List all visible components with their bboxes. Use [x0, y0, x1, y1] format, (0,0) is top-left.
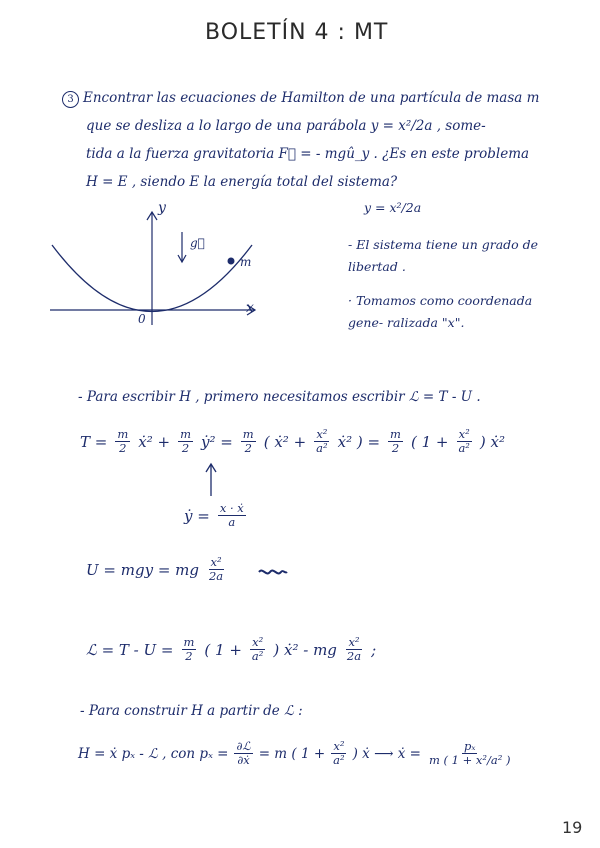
mass-point: [228, 258, 235, 265]
scribble-mark: [258, 566, 288, 578]
potential-energy-equation: U = mgy = mg $\frac{\text{x²}}{2a}$: [86, 555, 224, 583]
note-degrees-of-freedom: - El sistema tiene un grado de libertad .: [348, 237, 539, 274]
up-arrow-icon: [204, 462, 218, 498]
problem-line-2: que se desliza a lo largo de una parábola y = x²/2a , some-: [86, 118, 486, 134]
curve-equation: y = x²/2a: [364, 200, 422, 215]
page-number: 19: [562, 818, 583, 837]
problem-line-4: H = E , siendo E la energía total del sistema?: [86, 174, 398, 190]
origin-label: 0: [138, 312, 146, 326]
step-2-text: - Para construir H a partir de ℒ :: [80, 703, 303, 719]
gravity-label: g⃗: [190, 236, 205, 250]
note-generalized-coordinate: · Tomamos como coordenada gene- ralizada "x".: [348, 293, 533, 330]
y-axis-label: y: [158, 200, 166, 216]
page-title: BOLETÍN 4 : MT: [205, 20, 389, 45]
problem-line-3: tida a la fuerza gravitatoria F⃗ = - mgû_y . ¿Es en este problema: [86, 146, 530, 162]
mass-label: m: [240, 255, 252, 269]
problem-number: 3: [62, 91, 79, 108]
lagrangian-equation: ℒ = T - U = $\frac{m}{2}$ ( 1 + $\frac{\text{x²}}{\text{a²}}$ ) ẋ² - mg $\frac{\text{x²}}{2a}$ ;: [86, 635, 377, 663]
hamiltonian-equation: H = ẋ pₓ - ℒ , con pₓ = $\frac{\text{∂ℒ}}{\text{∂ẋ}}$ = m ( 1 + $\frac{\text{x²}}{\text{a²}}$ ) ẋ ⟶ ẋ = $\frac{\text{pₓ}}{\text{m ( 1 + x²/a² )}}$: [78, 739, 511, 767]
step-1-text: - Para escribir H , primero necesitamos escribir ℒ = T - U .: [78, 389, 481, 405]
kinetic-energy-equation: T = $\frac{m}{2}$ ẋ² + $\frac{m}{2}$ ẏ² = $\frac{m}{2}$ ( ẋ² + $\frac{\text{x²}}{\text{a²}}$ ẋ² ) = $\frac{m}{2}$ ( 1 + $\frac{\text{x²}}{\text{a²}}$ ) ẋ²: [80, 427, 506, 455]
y-dot-relation: ẏ = $\frac{\text{x · ẋ}}{a}$: [184, 501, 244, 529]
problem-line-1: 3 Encontrar las ecuaciones de Hamilton de una partícula de masa m: [62, 83, 539, 113]
x-axis-label: x: [246, 300, 254, 316]
